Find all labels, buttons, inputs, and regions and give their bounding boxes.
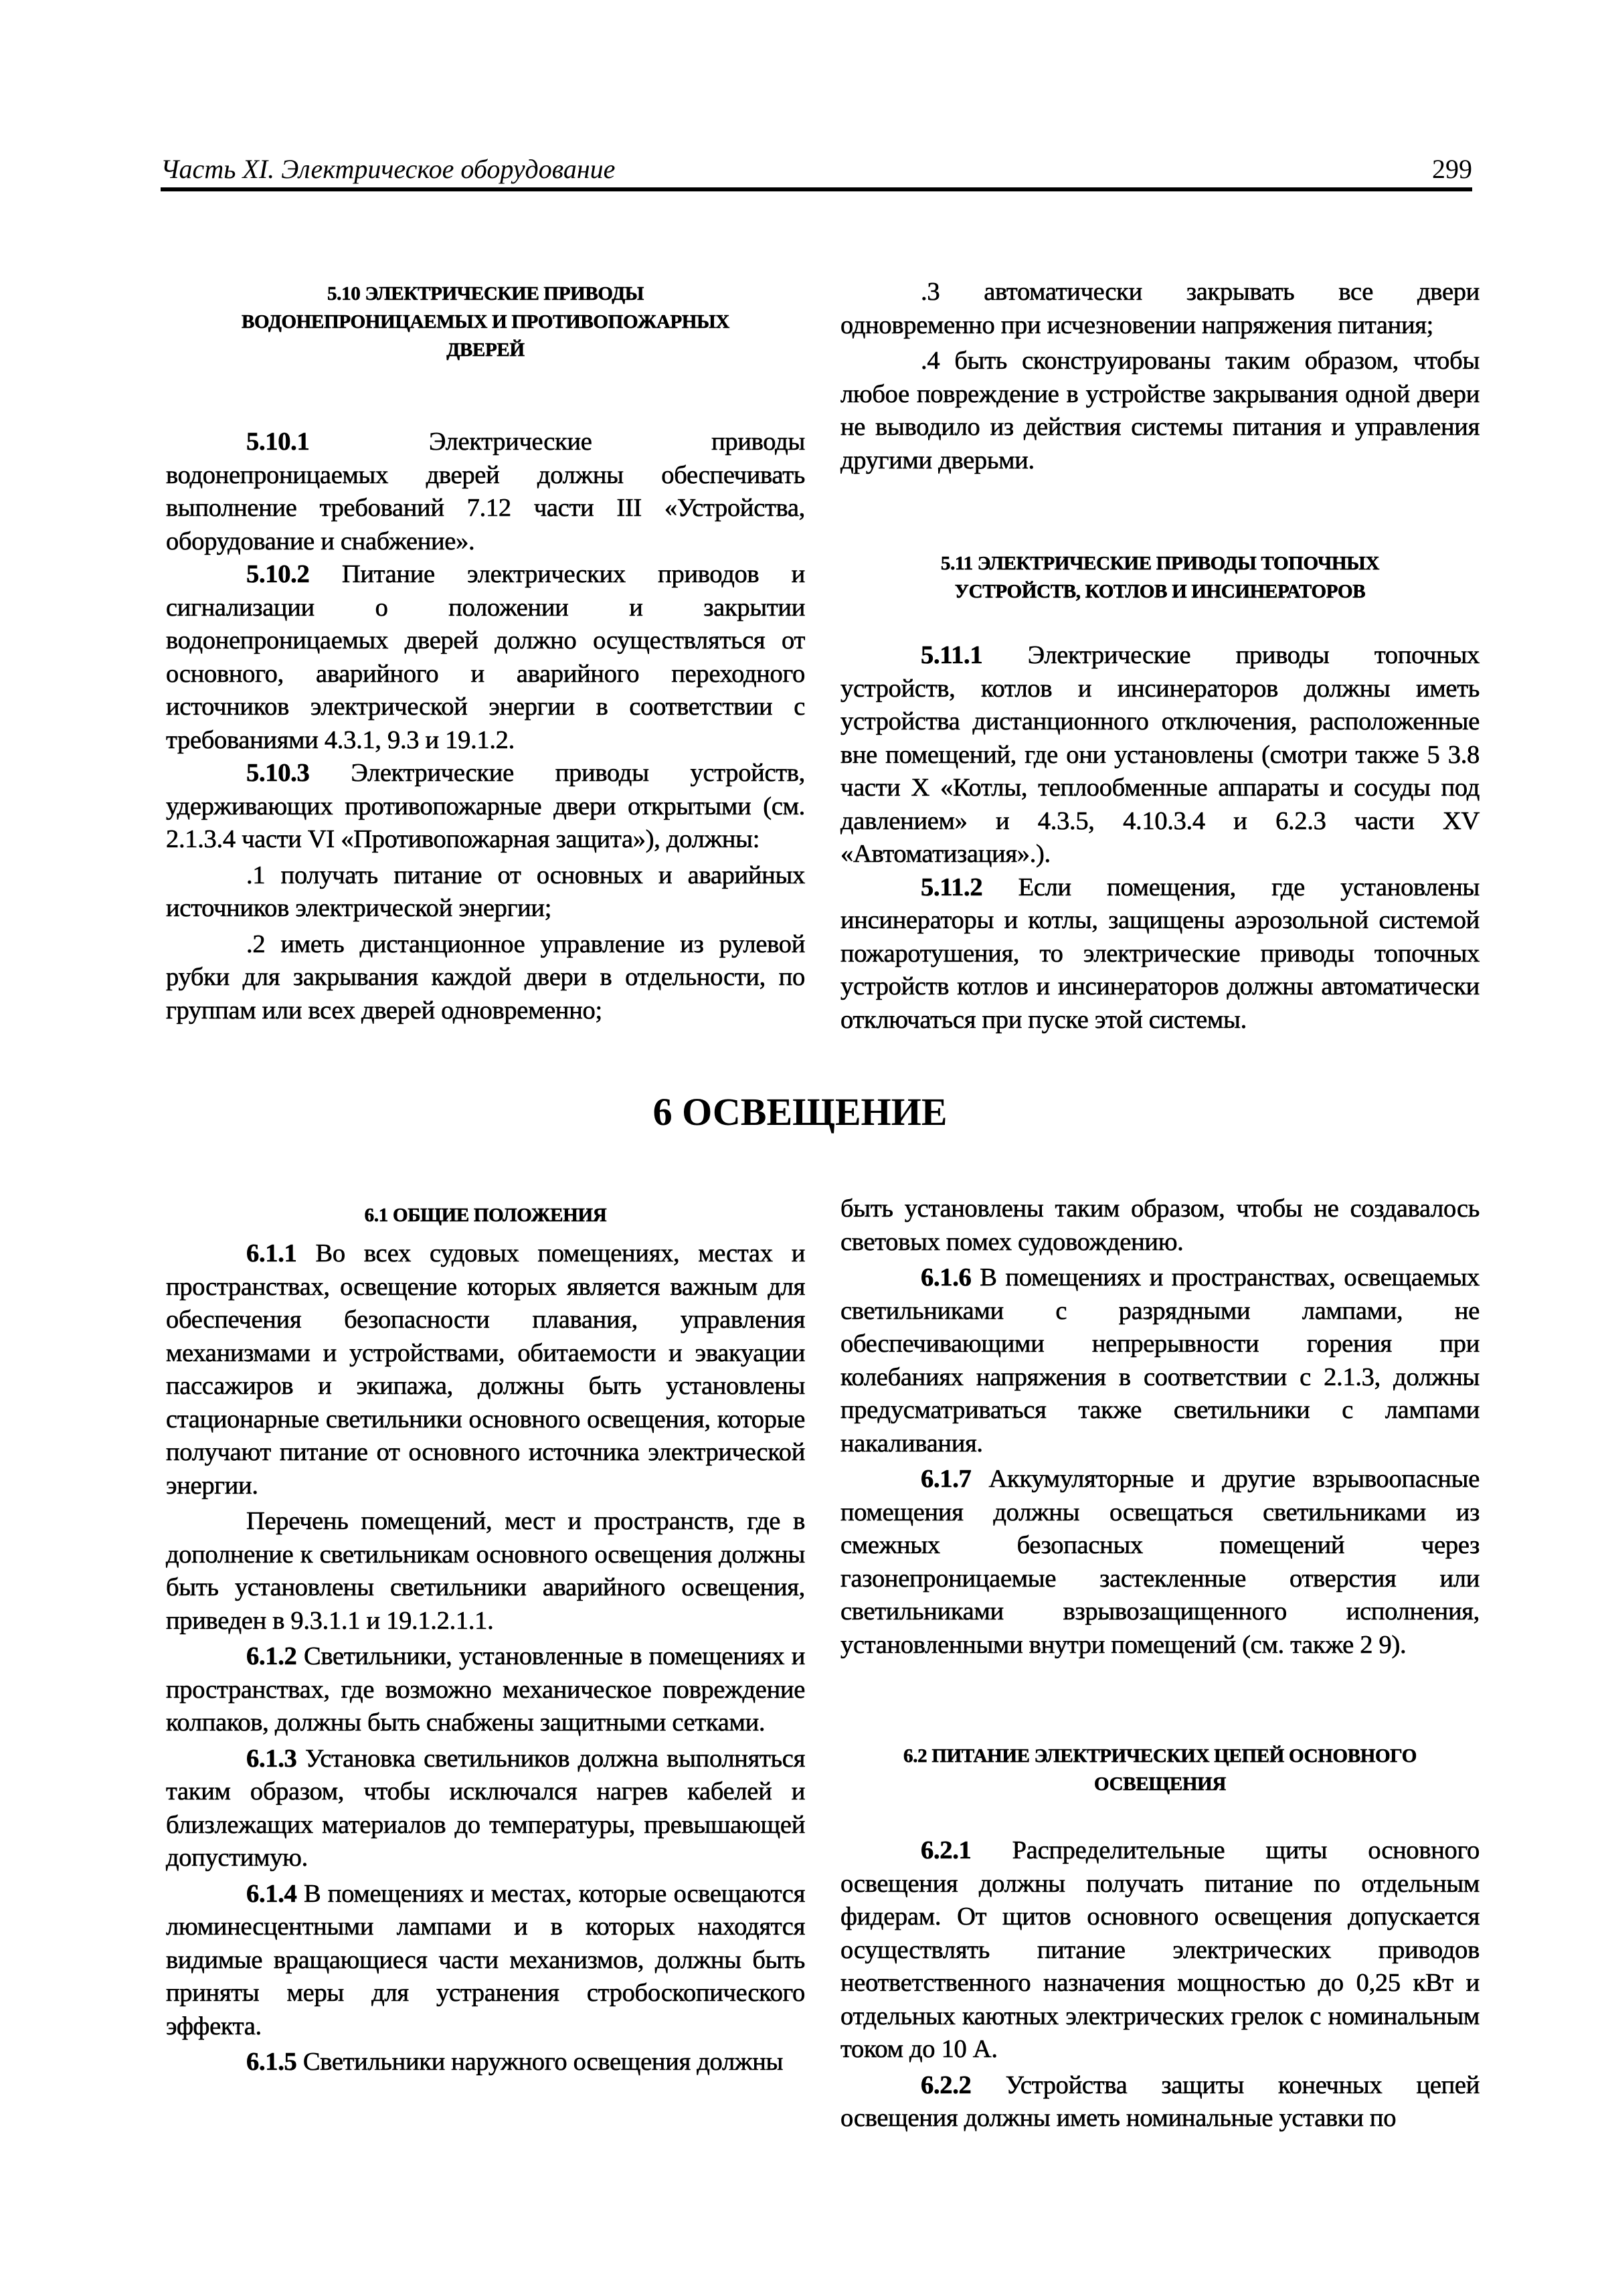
clause-number: 6.1.7	[921, 1465, 972, 1493]
paragraph-6-1-3	[166, 1743, 805, 1875]
clause-number: 6.1.5	[246, 2048, 297, 2076]
paragraph-6-1-4	[166, 1878, 805, 2044]
list-item: .3 автоматически закрывать все двери одновременно при исчезновении напряжения питания;	[840, 278, 1480, 339]
clause-number: 5.11.2	[921, 873, 983, 901]
paragraph-6-1-7	[840, 1463, 1480, 1662]
paragraph-6-1-1	[166, 1237, 805, 1502]
clause-text: Распределительные щиты основного освещения должны получать питание по отдельным фидерам. От щитов основного освещения допускается осуществлять питание электрических приводов неответственного назначения мощностью до 0,25 кВт и отдельных каютных электрических грелок с номинальным током до 10 А.	[840, 1836, 1480, 2063]
section-heading-6-1: 6.1 ОБЩИЕ ПОЛОЖЕНИЯ	[364, 1205, 607, 1226]
paragraph-5-10-3	[166, 757, 805, 857]
clause-number: 6.1.3	[246, 1744, 297, 1773]
clause-number: 6.1.2	[246, 1642, 297, 1670]
list-item: .1 получать питание от основных и аварийных источников электрической энергии;	[166, 861, 805, 922]
clause-number: 6.1.1	[246, 1239, 297, 1267]
clause-text: В помещениях и пространствах, освещаемых светильниками с разрядными лампами, не обеспечивающими непрерывности горения при колебаниях напряжения в соответствии с 2.1.3, должны предусматриваться также светильники с лампами накаливания.	[840, 1263, 1480, 1458]
clause-text: Светильники наружного освещения должны	[296, 2048, 784, 2076]
page-number: 299	[1432, 154, 1472, 184]
section-heading-5-10: 5.10 ЭЛЕКТРИЧЕСКИЕ ПРИВОДЫ ВОДОНЕПРОНИЦАЕМЫХ И ПРОТИВОПОЖАРНЫХ ДВЕРЕЙ	[242, 283, 729, 361]
paragraph-6-2-2	[840, 2069, 1480, 2135]
running-header	[161, 153, 1472, 191]
top-right-column	[840, 276, 1480, 1037]
paragraph-6-1-5	[166, 2046, 805, 2079]
paragraph-5-10-1	[166, 426, 805, 558]
clause-text: В помещениях и местах, которые освещаются люминесцентными лампами и в которых находятся видимые вращающиеся части механизмов, должны быть приняты меры для устранения стробоскопического эффекта.	[166, 1879, 805, 2040]
paragraph-6-1-2	[166, 1640, 805, 1740]
clause-number: 6.2.2	[921, 2070, 972, 2099]
paragraph-list-reference	[166, 1505, 805, 1638]
bottom-right-column	[840, 1193, 1480, 2135]
top-left-column	[166, 280, 805, 1027]
section-heading-6-2: 6.2 ПИТАНИЕ ЭЛЕКТРИЧЕСКИХ ЦЕПЕЙ ОСНОВНОГО ОСВЕЩЕНИЯ	[903, 1745, 1417, 1795]
clause-text: Светильники, установленные в помещениях и пространствах, где возможно механическое повреждение колпаков, должны быть снабжены защитными сетками.	[166, 1642, 805, 1737]
paragraph-6-1-6	[840, 1261, 1480, 1460]
list-item: .2 иметь дистанционное управление из рулевой рубки для закрывания каждой двери в отдельности, по группам или всех дверей одновременно;	[166, 930, 805, 1025]
paragraph-6-2-1	[840, 1834, 1480, 2066]
paragraph-6-1-5-continuation: быть установлены таким образом, чтобы не создавалось световых помех судовождению.	[840, 1195, 1480, 1256]
chapter-title: 6 ОСВЕЩЕНИЕ	[652, 1090, 948, 1134]
clause-number: 6.2.1	[921, 1836, 972, 1864]
clause-number: 5.10.2	[246, 560, 310, 588]
bottom-left-column	[166, 1201, 805, 2079]
clause-number: 5.10.1	[246, 428, 310, 456]
list-item: .4 быть сконструированы таким образом, чтобы любое повреждение в устройстве закрывания одной двери не выводило из действия системы питания и управления другими дверьми.	[840, 347, 1480, 474]
section-heading-5-11: 5.11 ЭЛЕКТРИЧЕСКИЕ ПРИВОДЫ ТОПОЧНЫХ УСТРОЙСТВ, КОТЛОВ И ИНСИНЕРАТОРОВ	[940, 553, 1380, 602]
clause-text: Установка светильников должна выполняться таким образом, чтобы исключался нагрев кабелей и близлежащих материалов до температуры, превышающей допустимую.	[166, 1744, 805, 1872]
clause-text: Аккумуляторные и другие взрывоопасные помещения должны освещаться светильниками из смежных безопасных помещений через газонепроницаемые застекленные отверстия или светильниками взрывозащищенного исполнения, установленными внутри помещений (см. также 2 9).	[840, 1465, 1480, 1659]
clause-number: 5.10.3	[246, 759, 310, 787]
paragraph-5-10-2	[166, 558, 805, 757]
clause-text: Если помещения, где установлены инсинераторы и котлы, защищены аэрозольной системой пожаротушения, то электрические приводы топочных устройств котлов и инсинераторов должны автоматически отключаться при пуске этой системы.	[840, 873, 1480, 1034]
clause-text: Электрические приводы устройств, удерживающих противопожарные двери открытыми (см. 2.1.3.4 части VI «Противопожарная защита»), должны:	[166, 759, 805, 853]
clause-number: 6.1.6	[921, 1263, 972, 1292]
clause-text: Электрические приводы топочных устройств, котлов и инсинераторов должны иметь устройства дистанционного отключения, расположенные вне помещений, где они установлены (смотри также 5 3.8 части X «Котлы, теплообменные аппараты и сосуды под давлением» и 4.3.5, 4.10.3.4 и 6.2.3 части XV «Автоматизация».).	[840, 641, 1480, 868]
clause-number: 5.11.1	[921, 641, 983, 669]
paragraph-5-11-1	[840, 639, 1480, 871]
clause-text: Во всех судовых помещениях, местах и пространствах, освещение которых является важным для обеспечения безопасности плавания, управления механизмами и устройствами, обитаемости и эвакуации пассажиров и экипажа, должны быть установлены стационарные светильники основного освещения, которые получают питание от основного источника электрической энергии.	[166, 1239, 805, 1500]
paragraph-5-11-2	[840, 871, 1480, 1037]
clause-number: 6.1.4	[246, 1879, 297, 1908]
running-header-title: Часть XI. Электрическое оборудование	[161, 154, 616, 184]
clause-text: Электрические приводы водонепроницаемых дверей должны обеспечивать выполнение требований 7.12 части III «Устройства, оборудование и снабжение».	[166, 428, 805, 555]
clause-text: Устройства защиты конечных цепей освещения должны иметь номинальные уставки по	[840, 2070, 1480, 2132]
clause-text: Питание электрических приводов и сигнализации о положении и закрытии водонепроницаемых дверей должно осуществляться от основного, аварийного и аварийного переходного источников электрической энергии в соответствии с требованиями 4.3.1, 9.3 и 19.1.2.	[166, 560, 805, 754]
clause-text: Перечень помещений, мест и пространств, где в дополнение к светильникам основного освещения должны быть установлены светильники аварийного освещения, приведен в 9.3.1.1 и 19.1.2.1.1.	[166, 1507, 805, 1635]
